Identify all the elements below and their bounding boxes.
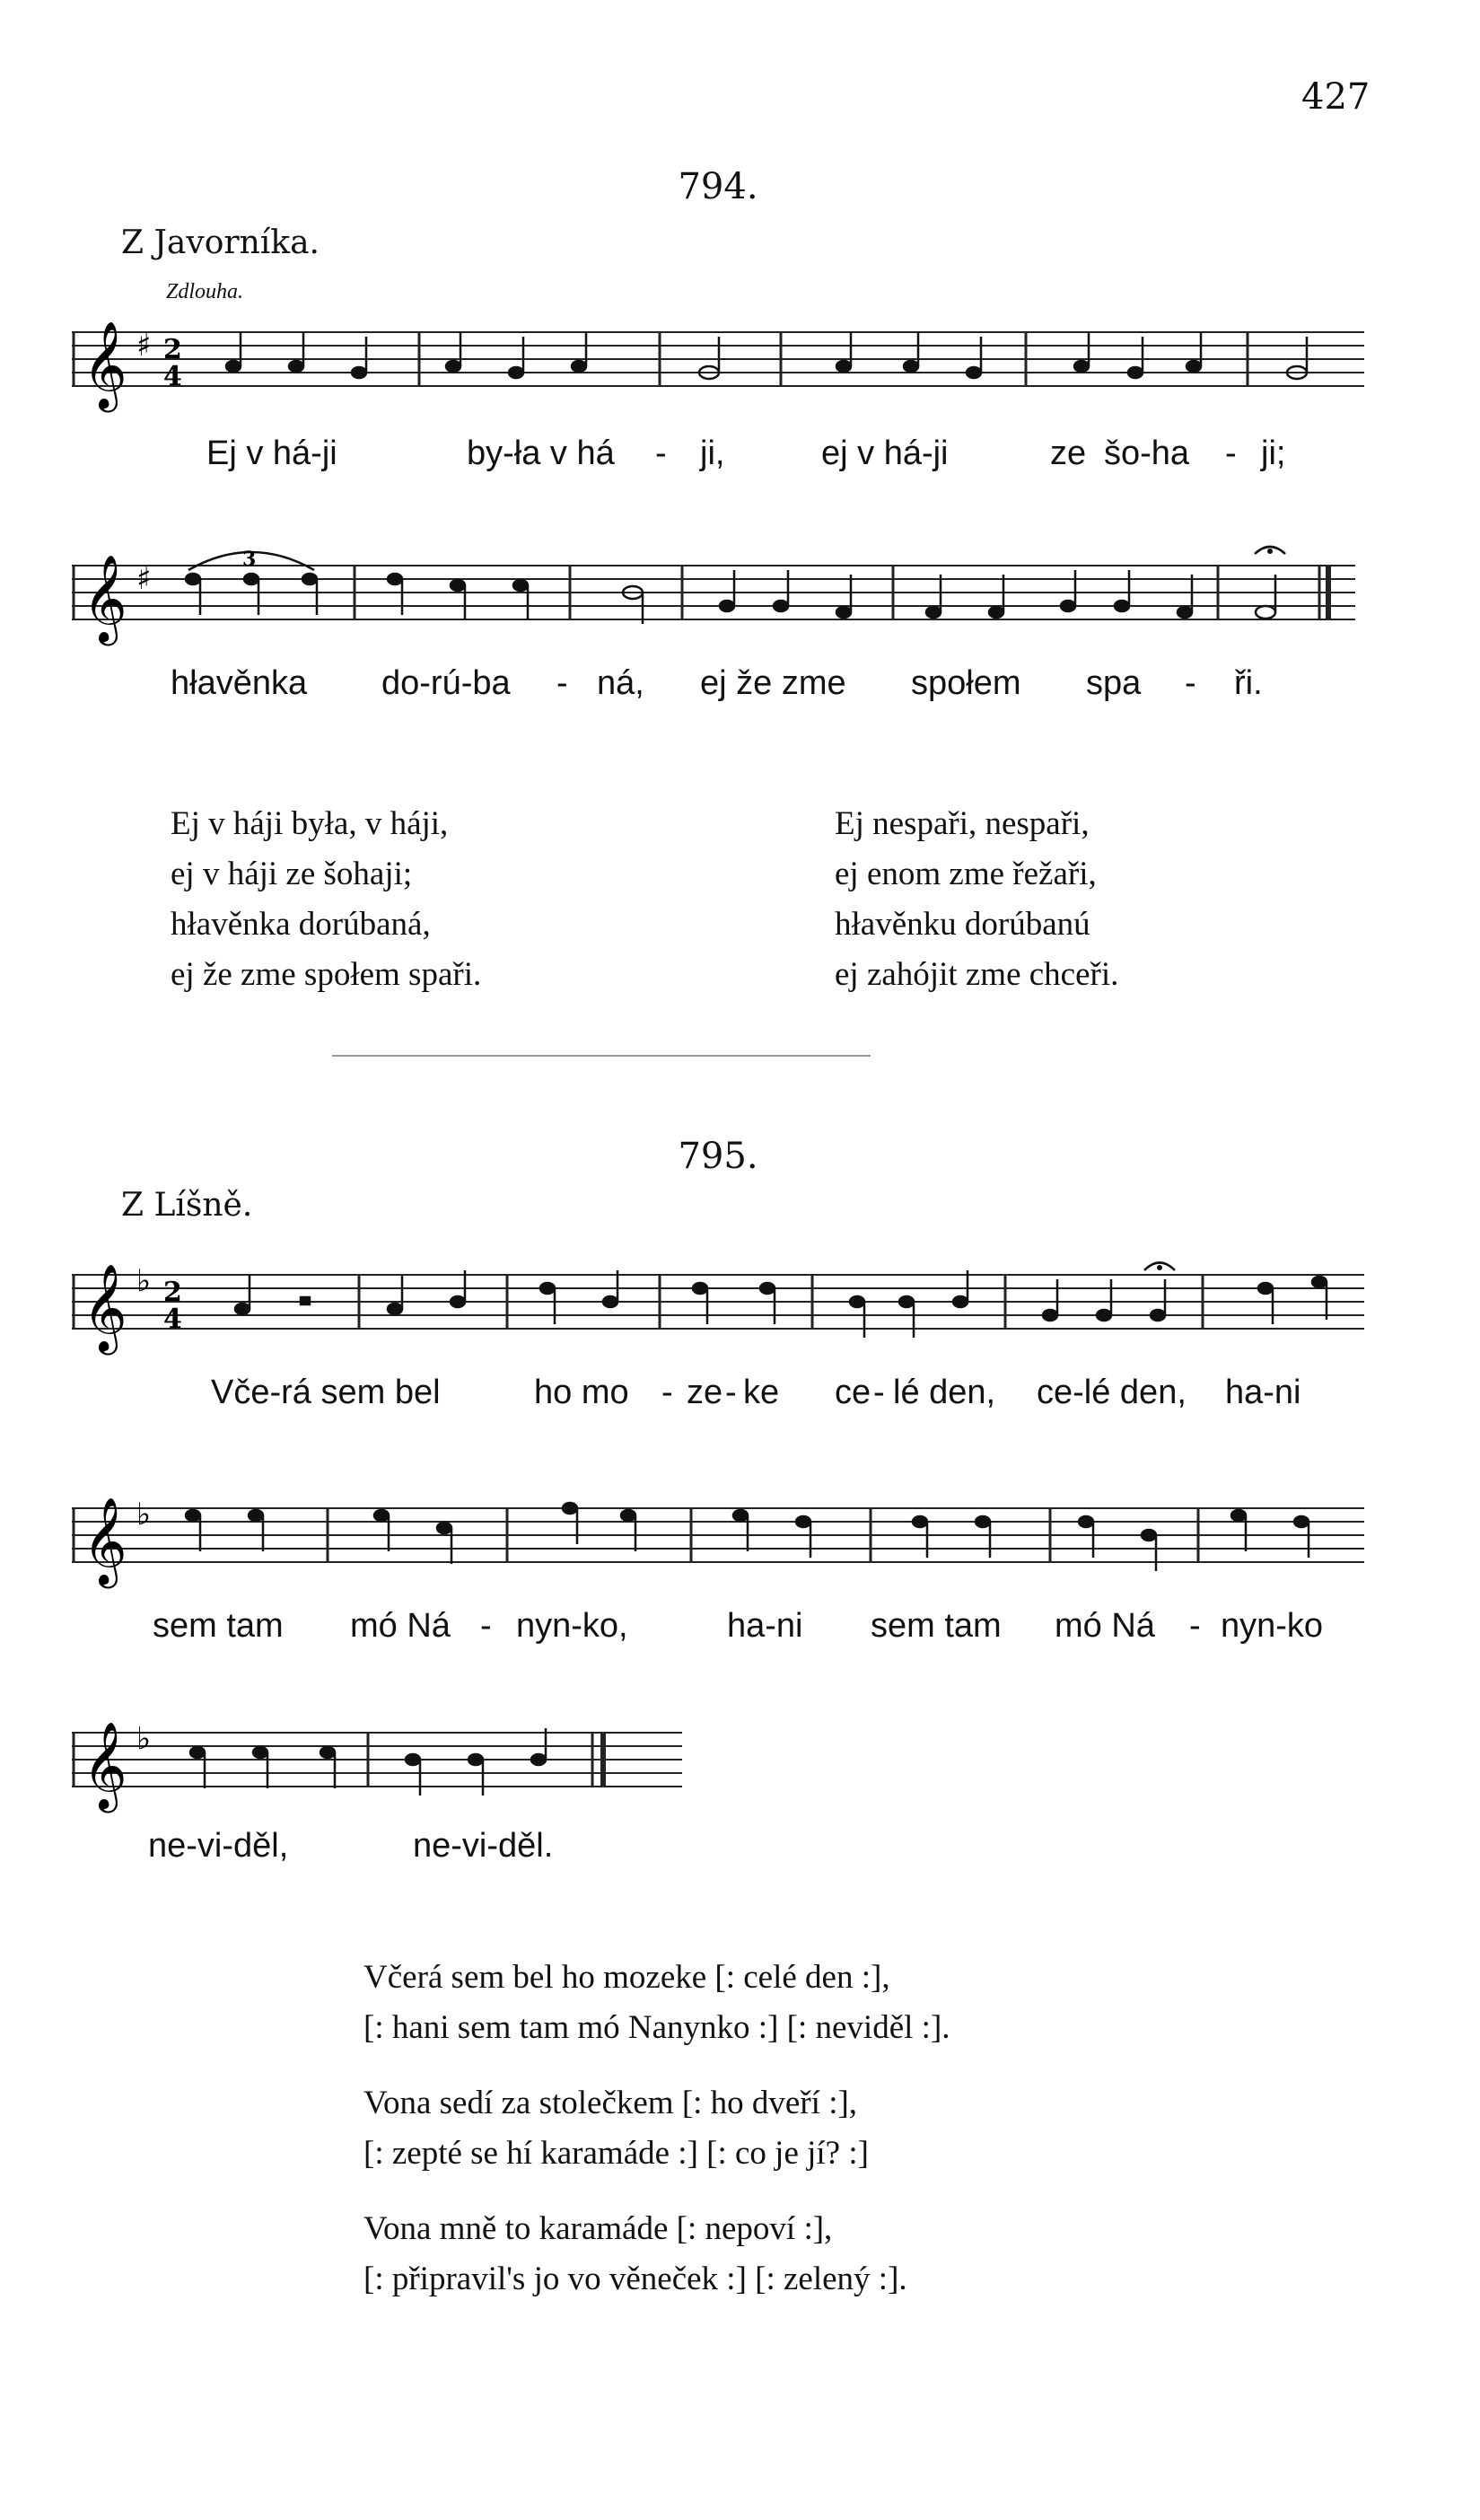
quarter-rest-icon bbox=[301, 1297, 310, 1304]
stanza-795-3: Vona mně to karamáde [: nepoví :], [: připravil's jo vo věneček :] [: zelený :]. bbox=[363, 2210, 907, 2297]
treble-clef-icon: 𝄞 bbox=[83, 320, 127, 408]
svg-text:2: 2 bbox=[163, 1277, 182, 1308]
lyrics-795-line-3: ne-vi-děl, ne-vi-děl. bbox=[148, 1827, 554, 1865]
lyrics-794-line-2: hłavěnka do-rú-ba - ná, ej že zme społem spa - ři. bbox=[171, 664, 1263, 702]
treble-clef-icon: 𝄞 bbox=[83, 1721, 127, 1809]
music-staff-795-line-1 bbox=[72, 1248, 1364, 1365]
music-staff-795-line-3 bbox=[72, 1706, 700, 1822]
treble-clef-icon: 𝄞 bbox=[83, 554, 127, 642]
stanza-795-1: Včerá sem bel ho mozeke [: celé den :], [: hani sem tam mó Nanynko :] [: neviděl :]. bbox=[363, 1959, 950, 2046]
triplet-marker: 3 bbox=[242, 548, 257, 571]
page-number: 427 bbox=[1301, 76, 1371, 118]
stanza-794-2: Ej nespaři, nespaři, ej enom zme řežaři, hłavěnku dorúbanú ej zahójit zme chceři. bbox=[835, 805, 1119, 993]
sharp-icon: ♯ bbox=[136, 328, 152, 364]
song-origin-795: Z Líšně. bbox=[121, 1187, 253, 1224]
svg-text:4: 4 bbox=[163, 361, 182, 392]
stanza-794-1: Ej v háji była, v háji, ej v háji ze šohaji; hłavěnka dorúbaná, ej že zme społem spaři. bbox=[171, 805, 482, 993]
flat-icon: ♭ bbox=[136, 1263, 152, 1299]
svg-text:4: 4 bbox=[163, 1304, 182, 1335]
lyrics-795-line-2: sem tam mó Ná - nyn-ko, ha-ni sem tam mó Ná - nyn-ko bbox=[153, 1607, 1324, 1645]
song-number-795: 795. bbox=[678, 1136, 758, 1177]
svg-text:2: 2 bbox=[163, 334, 182, 365]
lyrics-794-line-1: Ej v há-ji by-ła v há - ji, ej v há-ji ze šo-ha - ji; bbox=[206, 435, 1286, 472]
song-number-794: 794. bbox=[678, 166, 758, 207]
stanza-795-2: Vona sedí za stolečkem [: ho dveří :], [: zepté se hí karamáde :] [: co je jí? :] bbox=[363, 2085, 869, 2172]
flat-icon: ♭ bbox=[136, 1497, 152, 1532]
music-staff-794-line-1 bbox=[72, 305, 1364, 422]
treble-clef-icon: 𝄞 bbox=[83, 1263, 127, 1351]
song-origin-794: Z Javorníka. bbox=[121, 224, 320, 261]
music-staff-794-line-2 bbox=[72, 534, 1364, 651]
section-divider bbox=[332, 1055, 871, 1057]
flat-icon: ♭ bbox=[136, 1721, 152, 1757]
treble-clef-icon: 𝄞 bbox=[83, 1497, 127, 1585]
tempo-marking: Zdlouha. bbox=[166, 280, 244, 303]
lyrics-795-line-1: Vče-rá sem bel ho mo - ze - ke ce - lé den, ce-lé den, ha-ni bbox=[211, 1374, 1301, 1411]
music-staff-795-line-2 bbox=[72, 1481, 1364, 1598]
sharp-icon: ♯ bbox=[136, 561, 152, 597]
